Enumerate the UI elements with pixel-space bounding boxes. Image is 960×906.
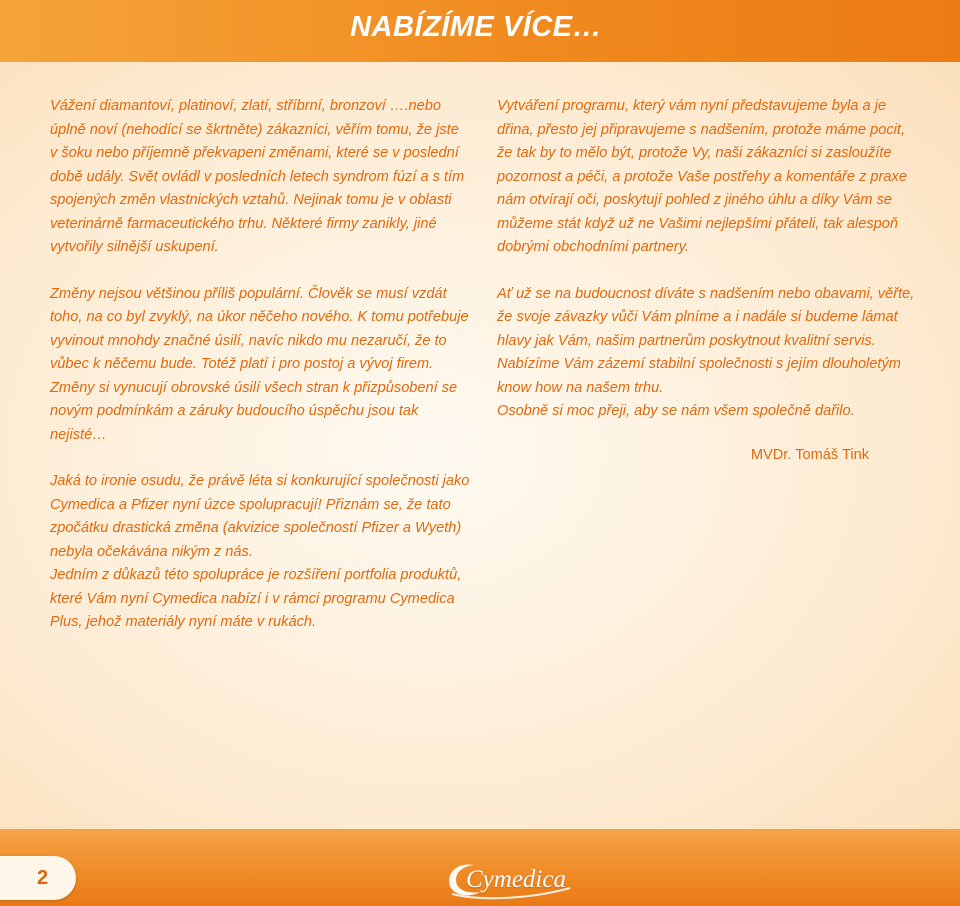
left-paragraph-4: Jedním z důkazů této spolupráce je rozšíření portfolia produktů, které Vám nyní Cymedica nabízí i v rámci programu Cymedica Plus, jehož materiály nyní máte v rukách. (50, 567, 462, 630)
left-paragraph-3: Jaká to ironie osudu, že právě léta si konkurující společnosti jako Cymedica a Pfizer nyní úzce spolupracují! Přiznám se, že tato zpočátku drastická změna (akvizice společností Pfizer a Wyeth) nebyla očekávána nikým z nás. (50, 473, 470, 560)
right-paragraph-3: Osobně si moc přeji, aby se nám všem společně dařilo. (497, 403, 855, 419)
page-number: 2 (37, 867, 49, 889)
brand-logo (444, 858, 574, 900)
signature: MVDr. Tomáš Tink (750, 446, 869, 463)
right-paragraph-1: Vytváření programu, který vám nyní představujeme byla a je dřina, přesto jej připravujeme s nadšením, protože máme pocit, že tak by to mělo být, protože Vy, naši zákazníci si zasloužíte pozornost a péči, a protože Vaše postřehy a komentáře z praxe nám otvírají oči, poskytují pohled z jiného úhlu a díky Vám se můžeme stát když už ne Vašimi nejlepšími přáteli, tak alespoň dobrými obchodními partnery. (497, 98, 907, 255)
right-column (497, 95, 917, 467)
left-column (50, 95, 470, 635)
brand-name: Cymedica (466, 866, 566, 893)
page-title: NABÍZÍME VÍCE… (350, 11, 602, 43)
left-paragraph-1: Vážení diamantoví, platinoví, zlatí, stříbrní, bronzoví ….nebo úplně noví (nehodící se škrtněte) zákazníci, věřím tomu, že jste v šoku nebo příjemně překvapeni změnami, které se v poslední době udály. Svět ovládl v posledních letech syndrom fúzí a s tím spojených změn vlastnických vztahů. Nejinak tomu je v oblasti veterinárně farmaceutického trhu. Některé firmy zanikly, jiné vytvořily silnější uskupení. (50, 98, 465, 255)
right-paragraph-2: Ať už se na budoucnost díváte s nadšením nebo obavami, věřte, že svoje závazky vůči Vám plníme a i nadále si budeme lámat hlavy jak Vám, našim partnerům poskytnout kvalitní servis. Nabízíme Vám zázemí stabilní společnosti s jejím dlouholetým know how na našem trhu. (497, 285, 915, 396)
left-paragraph-2: Změny nejsou většinou příliš populární. Člověk se musí vzdát toho, na co byl zvyklý, na úkor něčeho nového. K tomu potřebuje vyvinout mnohdy značné úsilí, navíc nikdo mu nezaručí, že to vůbec k něčemu bude. Totéž platí i pro postoj a vývoj firem. Změny si vynucují obrovské úsilí všech stran k přizpůsobení se novým podmínkám a záruky budoucího úspěchu jsou tak nejisté… (50, 285, 469, 443)
